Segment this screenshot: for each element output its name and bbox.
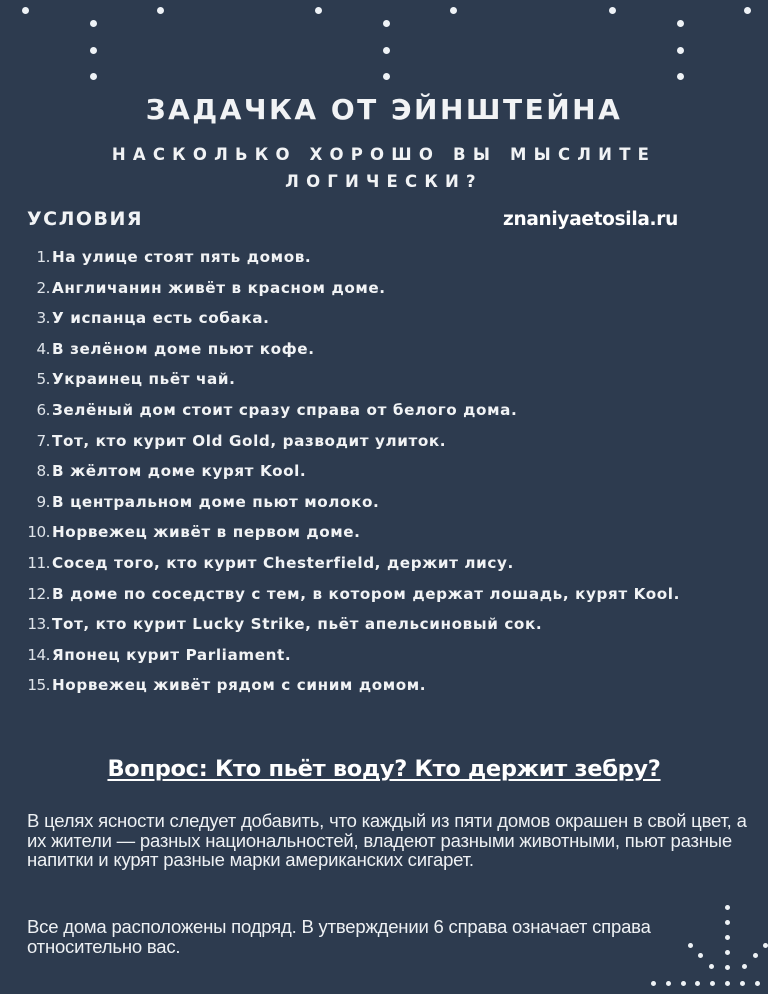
dot-icon xyxy=(695,981,700,986)
condition-item xyxy=(0,426,768,457)
condition-item xyxy=(0,517,768,548)
dot-icon xyxy=(763,943,768,948)
condition-item xyxy=(0,242,768,273)
condition-text: В жёлтом доме курят Kool. xyxy=(52,462,307,481)
dot-icon xyxy=(383,20,390,27)
conditions-heading: УСЛОВИЯ xyxy=(27,208,144,230)
condition-number: 7. xyxy=(36,431,50,450)
condition-number: 4. xyxy=(36,339,50,358)
condition-text: Сосед того, кто курит Chesterfield, держит лису. xyxy=(52,553,514,572)
condition-number: 1. xyxy=(36,248,50,266)
condition-text: Украинец пьёт чай. xyxy=(52,370,236,389)
dot-icon xyxy=(698,953,703,958)
dot-icon xyxy=(742,964,747,969)
condition-number: 6. xyxy=(36,400,50,419)
dot-icon xyxy=(157,7,164,14)
condition-number: 12. xyxy=(27,584,50,603)
dot-icon xyxy=(383,73,390,80)
condition-item xyxy=(0,640,768,671)
clarification-paragraph: В целях ясности следует добавить, что каждый из пяти домов окрашен в свой цвет, а их жители — разных национальностей, владеют разными животными, пьют разные напитки и курят разные марки американских сигарет. xyxy=(27,810,747,871)
dot-icon xyxy=(725,920,730,925)
condition-text: Тот, кто курит Old Gold, разводит улиток. xyxy=(52,431,447,450)
condition-number: 3. xyxy=(36,309,50,328)
conditions-list xyxy=(0,242,768,701)
condition-item xyxy=(0,303,768,334)
condition-text: Англичанин живёт в красном доме. xyxy=(52,278,386,297)
dot-icon xyxy=(753,953,758,958)
dot-icon xyxy=(725,950,730,955)
dot-icon xyxy=(744,7,751,14)
condition-text: Норвежец живёт рядом с синим домом. xyxy=(52,676,427,695)
dot-icon xyxy=(740,981,745,986)
condition-number: 15. xyxy=(27,676,50,695)
condition-item xyxy=(0,456,768,487)
dot-icon xyxy=(709,964,714,969)
dot-icon xyxy=(315,7,322,14)
website-label: znaniyaetosila.ru xyxy=(503,209,678,230)
condition-text: Зелёный дом стоит сразу справа от белого дома. xyxy=(52,400,518,419)
condition-text: В зелёном доме пьют кофе. xyxy=(52,339,315,358)
dot-icon xyxy=(651,981,656,986)
dot-icon xyxy=(725,935,730,940)
condition-number: 13. xyxy=(27,615,50,634)
condition-number: 14. xyxy=(27,645,50,664)
dot-icon xyxy=(677,47,684,54)
page-subtitle: НАСКОЛЬКО ХОРОШО ВЫ МЫСЛИТЕ ЛОГИЧЕСКИ? xyxy=(111,145,657,191)
condition-number: 10. xyxy=(27,523,50,542)
condition-item xyxy=(0,609,768,640)
dot-icon xyxy=(710,981,715,986)
dot-icon xyxy=(90,47,97,54)
dot-icon xyxy=(90,73,97,80)
question-heading: Вопрос: Кто пьёт воду? Кто держит зебру? xyxy=(107,756,661,782)
dot-icon xyxy=(22,7,29,14)
dot-icon xyxy=(90,20,97,27)
condition-item xyxy=(0,548,768,579)
condition-text: Тот, кто курит Lucky Strike, пьёт апельсиновый сок. xyxy=(52,615,543,634)
condition-text: В центральном доме пьют молоко. xyxy=(52,492,380,511)
condition-number: 9. xyxy=(36,492,50,511)
condition-number: 2. xyxy=(36,278,50,297)
condition-item xyxy=(0,487,768,518)
dot-icon xyxy=(725,981,730,986)
condition-text: В доме по соседству с тем, в котором держат лошадь, курят Kool. xyxy=(52,584,680,603)
dot-icon xyxy=(755,981,760,986)
condition-item xyxy=(0,579,768,610)
direction-note-paragraph: Все дома расположены подряд. В утверждении 6 справа означает справа относительно вас. xyxy=(27,916,651,957)
condition-text: Норвежец живёт в первом доме. xyxy=(52,523,361,542)
dot-icon xyxy=(383,47,390,54)
dot-icon xyxy=(677,73,684,80)
dot-icon xyxy=(609,7,616,14)
condition-item xyxy=(0,395,768,426)
dot-icon xyxy=(725,965,730,970)
condition-item xyxy=(0,670,768,701)
condition-item xyxy=(0,334,768,365)
condition-text: На улице стоят пять домов. xyxy=(52,248,312,266)
condition-text: Японец курит Parliament. xyxy=(52,645,292,664)
condition-number: 8. xyxy=(36,462,50,481)
page-title: ЗАДАЧКА ОТ ЭЙНШТЕЙНА xyxy=(145,93,623,126)
dot-icon xyxy=(725,905,730,910)
dot-icon xyxy=(688,943,693,948)
condition-number: 11. xyxy=(27,553,50,572)
dot-icon xyxy=(450,7,457,14)
condition-item xyxy=(0,273,768,304)
condition-number: 5. xyxy=(36,370,50,389)
condition-text: У испанца есть собака. xyxy=(52,309,270,328)
dot-icon xyxy=(677,20,684,27)
condition-item xyxy=(0,364,768,395)
dot-icon xyxy=(666,981,671,986)
dot-icon xyxy=(681,981,686,986)
